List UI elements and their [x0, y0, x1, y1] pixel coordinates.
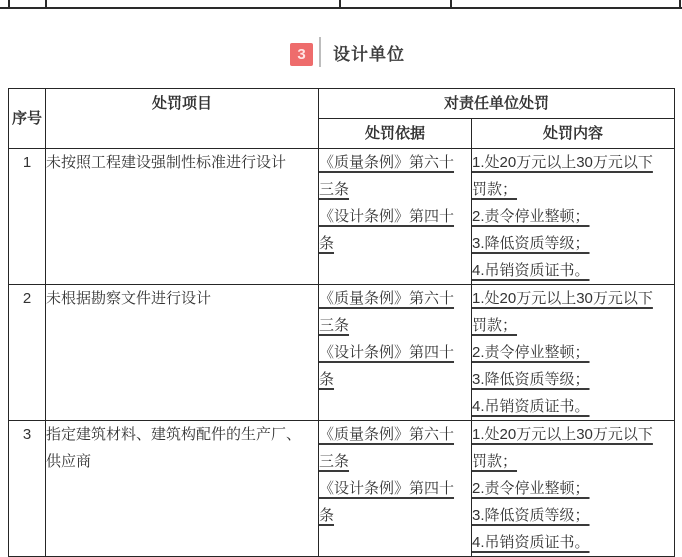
cell-text-line: 指定建筑材料、建筑构配件的生产厂、: [46, 426, 302, 443]
table-row: [9, 421, 675, 557]
cell-text-line: 3: [22, 426, 32, 443]
section-number-badge: 3: [290, 43, 313, 66]
previous-table-bottom-border: [0, 7, 682, 9]
cell-text-line: 《质量条例》第六十: [319, 426, 455, 443]
cell-text-line: 3.降低资质等级；: [472, 235, 590, 252]
previous-table-border-stub: [450, 0, 452, 9]
table-row: [9, 285, 675, 421]
cell-text-line: 《设计条例》第四十: [319, 344, 455, 361]
header-penalty-content: 处罚内容: [472, 119, 675, 149]
cell-text-line: 4.吊销资质证书。: [472, 534, 590, 551]
cell-penalty-item: [46, 285, 319, 421]
header-responsible-unit-penalty: 对责任单位处罚: [319, 89, 675, 119]
cell-text-line: 4.吊销资质证书。: [472, 398, 590, 415]
cell-penalty-basis: [319, 421, 472, 557]
cell-text-line: 《质量条例》第六十: [319, 290, 455, 307]
section-title: 设计单位: [333, 44, 405, 64]
cell-text-line: 未按照工程建设强制性标准进行设计: [46, 154, 287, 171]
cell-text-line: 三条: [319, 181, 350, 198]
cell-text-line: 4.吊销资质证书。: [472, 262, 590, 279]
cell-text-line: 三条: [319, 317, 350, 334]
cell-text-line: 三条: [319, 453, 350, 470]
header-serial-number: 序号: [9, 89, 46, 149]
cell-text-line: 罚款；: [472, 181, 518, 198]
heading-divider-line: [319, 37, 321, 67]
cell-text-line: 《设计条例》第四十: [319, 208, 455, 225]
cell-text-line: 3.降低资质等级；: [472, 507, 590, 524]
cell-penalty-basis: [319, 285, 472, 421]
cell-penalty-item: [46, 421, 319, 557]
cell-text-line: 条: [319, 507, 335, 524]
previous-table-border-stub: [679, 0, 681, 9]
previous-table-border-stub: [8, 0, 10, 9]
cell-text-line: 1: [22, 154, 32, 171]
cell-text-line: 条: [319, 371, 335, 388]
cell-text-line: 2.责令停业整顿；: [472, 208, 590, 225]
cell-text-line: 1.处20万元以上30万元以下: [472, 154, 653, 171]
header-row-1: [9, 89, 675, 119]
cell-penalty-basis: [319, 149, 472, 285]
cell-penalty-content: [472, 285, 675, 421]
cell-text-line: 2: [22, 290, 32, 307]
section-heading: [290, 37, 405, 67]
cell-penalty-content: [472, 421, 675, 557]
cell-text-line: 3.降低资质等级；: [472, 371, 590, 388]
cell-text-line: 罚款；: [472, 453, 518, 470]
cell-serial-number: [9, 149, 46, 285]
penalty-table: [8, 88, 675, 557]
cell-penalty-content: [472, 149, 675, 285]
cell-text-line: 2.责令停业整顿；: [472, 480, 590, 497]
header-penalty-item: 处罚项目: [46, 89, 319, 149]
cell-serial-number: [9, 285, 46, 421]
table-row: [9, 149, 675, 285]
previous-table-border-stub: [45, 0, 47, 9]
cell-text-line: 2.责令停业整顿；: [472, 344, 590, 361]
header-penalty-basis: 处罚依据: [319, 119, 472, 149]
cell-text-line: 《质量条例》第六十: [319, 154, 455, 171]
cell-text-line: 罚款；: [472, 317, 518, 334]
cell-text-line: 条: [319, 235, 335, 252]
cell-text-line: 1.处20万元以上30万元以下: [472, 290, 653, 307]
cell-text-line: 《设计条例》第四十: [319, 480, 455, 497]
cell-penalty-item: [46, 149, 319, 285]
cell-serial-number: [9, 421, 46, 557]
cell-text-line: 1.处20万元以上30万元以下: [472, 426, 653, 443]
previous-table-border-stub: [339, 0, 341, 9]
cell-text-line: 未根据勘察文件进行设计: [46, 290, 212, 307]
cell-text-line: 供应商: [46, 453, 92, 470]
